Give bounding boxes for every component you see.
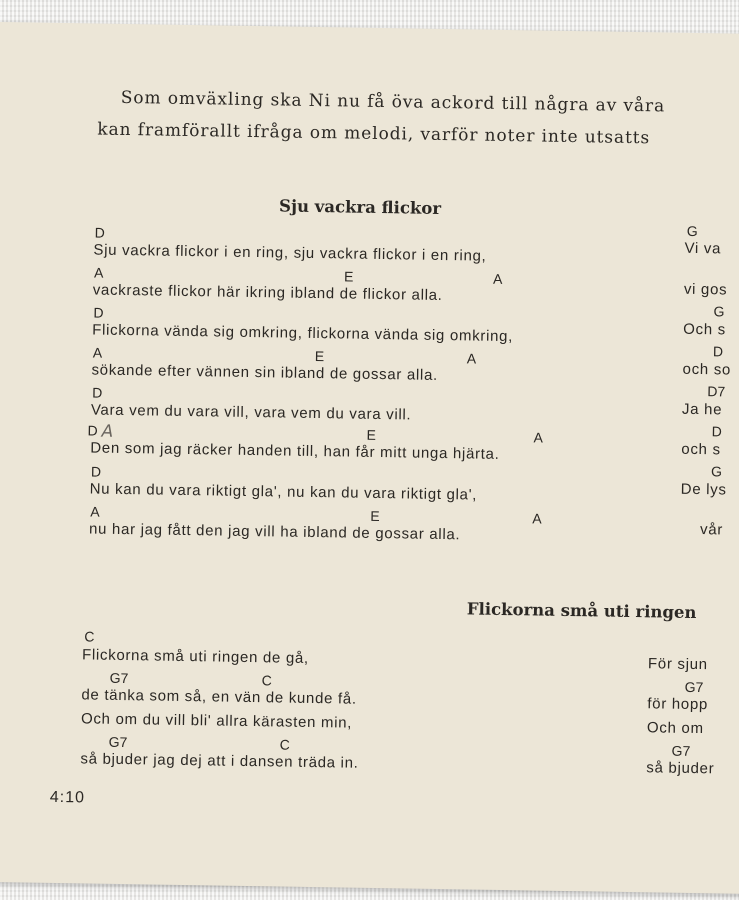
lyric-line: nu har jag fått den jag vill ha ibland de gossar alla. — [88, 520, 461, 544]
lyric-fragment: De lys — [680, 480, 727, 499]
chord: A — [90, 503, 100, 520]
lyric-fragment: För sjun — [647, 655, 708, 674]
lyric-line: Och om du vill bli' allra kärasten min, — [80, 710, 353, 732]
chord: A — [93, 264, 104, 281]
lyric-fragment: och so — [682, 360, 732, 379]
chord: A — [92, 344, 103, 361]
lyric-line: de tänka som så, en vän de kunde få. — [81, 686, 357, 708]
lyric-line: Den som jag räcker handen till, han får mitt unga hjärta. — [90, 439, 500, 463]
chord: C — [84, 628, 95, 645]
lyric-line: Flickorna små uti ringen de gå, — [81, 646, 309, 667]
chord: C — [279, 736, 290, 753]
chord: G — [686, 222, 698, 239]
lyric-fragment: vår — [699, 521, 724, 539]
lyric-line: sökande efter vännen sin ibland de gossar alla. — [91, 361, 439, 384]
lyric-fragment: Ja he — [681, 400, 723, 419]
lyric-line: vackraste flickor här ikring ibland de flickor alla. — [92, 281, 443, 304]
chord: D — [93, 304, 104, 321]
chord: A — [466, 350, 477, 367]
chord: E — [314, 347, 325, 365]
chord: E — [366, 426, 377, 443]
chord: G7 — [109, 669, 129, 687]
page-number: 4:10 — [49, 788, 86, 807]
pencil-annotation: A — [101, 421, 114, 442]
chord: A — [532, 510, 542, 527]
song-title-sju-vackra-flickor: Sju vackra flickor — [278, 196, 442, 218]
chord: D — [712, 343, 724, 360]
chord: C — [261, 672, 272, 689]
lyric-line: Flickorna vända sig omkring, flickorna vända sig omkring, — [92, 321, 514, 346]
chord: A — [492, 270, 503, 287]
lyric-line: så bjuder jag dej att i dansen träda in. — [80, 750, 359, 772]
lyric-fragment: för hopp — [647, 695, 709, 714]
song-title-flickorna-sma: Flickorna små uti ringen — [466, 599, 697, 623]
lyric-line: Sju vackra flickor i en ring, sju vackra flickor i en ring, — [93, 241, 487, 265]
chord: A — [533, 429, 544, 446]
lyric-fragment: vi gos — [683, 280, 728, 299]
chord: G7 — [671, 742, 691, 759]
lyric-fragment: Vi va — [684, 239, 722, 258]
chord: D — [94, 224, 105, 241]
lyric-line: Vara vem du vara vill, vara vem du vara vill. — [90, 401, 412, 424]
chord: D — [92, 384, 103, 401]
intro-line-1: Som omväxling ska Ni nu få öva ackord till några av våra — [120, 87, 666, 117]
songbook-page — [0, 22, 739, 894]
chord: G — [710, 463, 723, 480]
chord: D7 — [707, 383, 726, 400]
lyric-fragment: och s — [681, 440, 721, 459]
lyric-fragment: så bjuder — [646, 759, 715, 778]
chord: D — [90, 463, 102, 480]
lyric-fragment: Och om — [646, 719, 704, 738]
chord: E — [370, 507, 380, 525]
chord: D — [87, 422, 98, 439]
chord: E — [343, 268, 354, 285]
chord: D — [711, 423, 722, 440]
lyric-line: Nu kan du vara riktigt gla', nu kan du vara riktigt gla', — [89, 480, 478, 504]
chord: G7 — [684, 678, 704, 696]
lyric-fragment: Och s — [683, 320, 727, 339]
intro-line-2: kan framförallt ifråga om melodi, varför noter inte utsatts — [97, 119, 651, 149]
chord: G — [713, 303, 725, 320]
chord: G7 — [108, 733, 128, 751]
